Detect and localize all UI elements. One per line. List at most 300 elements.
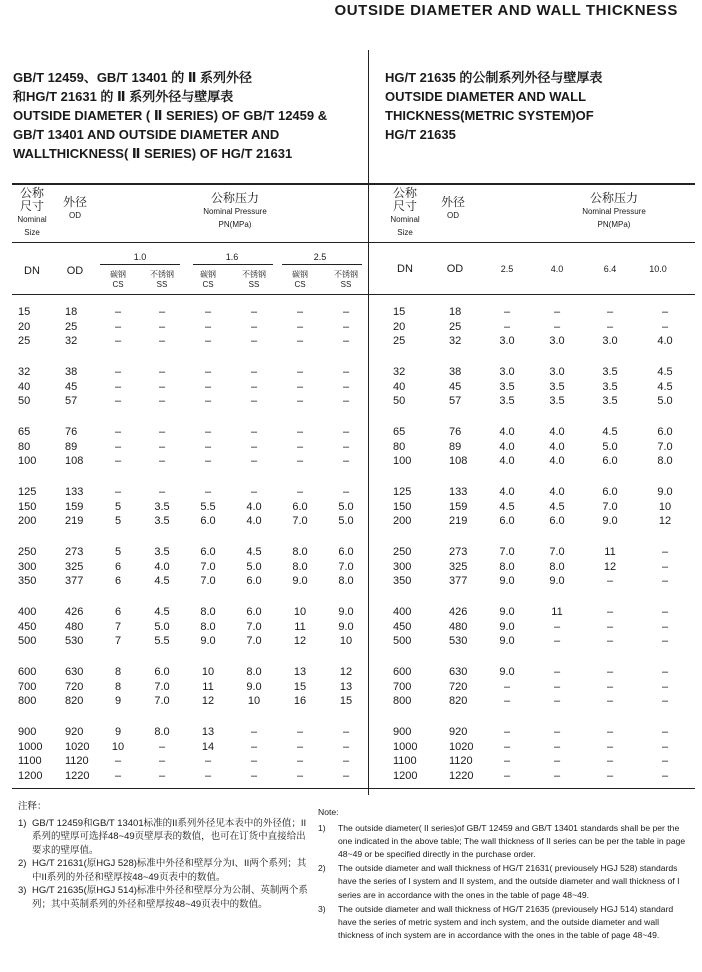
od-cell: 630 (449, 666, 468, 678)
thickness-cell: – (553, 769, 561, 782)
od-cell: 76 (65, 426, 78, 438)
thickness-cell: – (503, 755, 511, 767)
note-item (18, 817, 308, 858)
pressure-header (539, 192, 689, 231)
thickness-cell: 11 (551, 606, 563, 618)
thickness-cell: 3.5 (602, 380, 618, 393)
material-cn: 不锈钢 (242, 270, 266, 279)
thickness-cell: – (296, 455, 304, 467)
thickness-cell: – (158, 740, 166, 753)
od-cell: 820 (449, 695, 468, 707)
thickness-cell: – (296, 426, 304, 438)
thickness-cell: 9.0 (246, 680, 262, 693)
thickness-cell: 7.0 (549, 546, 565, 558)
nominal-size-cn: 公称 尺寸 (19, 186, 44, 213)
thickness-cell: – (158, 769, 166, 782)
thickness-cell: 6.0 (602, 486, 618, 498)
thickness-cell: – (114, 320, 122, 333)
table-row (0, 306, 368, 320)
thickness-cell: 7.0 (154, 695, 170, 707)
od-col-header: OD (66, 265, 84, 277)
heading-line: 和HG/T 21631 的 Ⅱ 系列外径与壁厚表 (13, 89, 234, 104)
thickness-cell: – (503, 726, 511, 738)
thickness-cell: 9 (114, 726, 122, 738)
header-top-rule (369, 183, 695, 185)
dn-cell: 900 (18, 726, 37, 738)
dn-cell: 20 (18, 320, 31, 333)
dn-cell: 25 (393, 335, 406, 347)
thickness-cell: 9.0 (499, 635, 515, 647)
table-row (369, 395, 702, 409)
thickness-cell: – (553, 635, 561, 647)
thickness-cell: 13 (339, 680, 353, 693)
od-cell: 530 (449, 635, 468, 647)
thickness-cell: 5 (114, 515, 122, 527)
note-text: HG/T 21635(原HGJ 514)标准中外径和壁厚分为公制、英制两个系列；其中英制系列的外径和壁厚按48~49页表中的数值。 (32, 885, 308, 910)
thickness-cell: 7 (114, 620, 122, 633)
thickness-cell: 5 (114, 546, 122, 558)
table-row (369, 726, 702, 740)
od-cell: 920 (449, 726, 468, 738)
thickness-cell: 5.0 (657, 395, 673, 407)
thickness-cell: – (114, 426, 122, 438)
notes-title: 注释： (18, 801, 47, 812)
od-cell: 1220 (449, 769, 474, 782)
od-cell: 273 (65, 546, 84, 558)
thickness-cell: – (296, 306, 304, 318)
thickness-cell: 5.0 (602, 440, 618, 453)
thickness-cell: 4.0 (499, 486, 515, 498)
od-cell: 325 (65, 560, 84, 573)
dn-cell: 80 (18, 440, 31, 453)
dn-cell: 65 (18, 426, 31, 438)
dn-cell: 80 (393, 440, 406, 453)
thickness-cell: – (296, 395, 304, 407)
od-cell: 530 (65, 635, 84, 647)
thickness-cell: 12 (658, 515, 672, 527)
heading-line: OUTSIDE DIAMETER ( Ⅱ SERIES) OF GB/T 12459 & (13, 108, 328, 123)
pressure-rule (193, 264, 273, 265)
thickness-cell: 4.5 (549, 500, 565, 513)
od-header (55, 196, 95, 222)
thickness-cell: 4.0 (246, 515, 262, 527)
thickness-cell: 4.0 (246, 500, 262, 513)
od-cell: 920 (65, 726, 84, 738)
note-number: 2) (318, 863, 326, 874)
thickness-cell: 4.0 (499, 440, 515, 453)
heading-line: GB/T 13401 AND OUTSIDE DIAMETER AND (13, 127, 280, 142)
pressure-header (160, 192, 310, 231)
od-cell: 377 (65, 575, 84, 587)
left-table (0, 0, 368, 800)
thickness-cell: 7.0 (200, 560, 216, 573)
dn-cell: 500 (18, 635, 37, 647)
thickness-cell: – (158, 426, 166, 438)
thickness-cell: – (342, 486, 350, 498)
thickness-cell: 7.0 (246, 635, 262, 647)
od-cell: 273 (449, 546, 468, 558)
thickness-cell: – (342, 769, 350, 782)
thickness-cell: 4.0 (154, 560, 170, 573)
dn-cell: 15 (393, 306, 406, 318)
thickness-cell: – (296, 486, 304, 498)
table-bottom-rule (369, 788, 695, 789)
pressure-header-en: Nominal Pressure PN(MPa) (582, 207, 646, 229)
od-header-cn: 外径 (440, 195, 465, 209)
thickness-cell: – (158, 320, 166, 333)
thickness-cell: 4.5 (602, 426, 618, 438)
table-row (369, 606, 702, 620)
thickness-cell: 4.0 (657, 335, 673, 347)
thickness-cell: – (606, 575, 614, 587)
pressure-value: 1.6 (225, 252, 239, 262)
thickness-cell: – (296, 755, 304, 767)
thickness-cell: – (661, 740, 669, 753)
note-item (318, 903, 692, 942)
thickness-cell: – (503, 769, 511, 782)
thickness-cell: 15 (339, 695, 353, 707)
thickness-cell: – (296, 740, 304, 753)
thickness-cell: – (114, 769, 122, 782)
dn-cell: 20 (393, 320, 406, 333)
thickness-cell: – (661, 666, 669, 678)
dn-cell: 40 (18, 380, 31, 393)
thickness-cell: 8.0 (338, 575, 354, 587)
od-cell: 32 (449, 335, 462, 347)
table-row (369, 681, 702, 695)
thickness-cell: – (250, 426, 258, 438)
thickness-cell: – (204, 486, 212, 498)
od-cell: 159 (449, 500, 468, 513)
thickness-cell: – (342, 740, 350, 753)
thickness-cell: 4.5 (657, 366, 673, 378)
thickness-cell: – (342, 380, 350, 393)
header-mid-rule (12, 242, 368, 243)
thickness-cell: – (503, 680, 511, 693)
pressure-value: 1.0 (133, 252, 147, 262)
thickness-cell: 7.0 (657, 440, 673, 453)
note-text: The outside diameter( II series)of GB/T 12459 and GB/T 13401 standards shall be per the one indicated in the above table; The wall thickness of II series can be per the table in page 48~49 or be specified directly in the purchase order. (338, 823, 686, 860)
table-row (0, 321, 368, 335)
od-cell: 1220 (65, 769, 90, 782)
thickness-cell: – (661, 320, 669, 333)
thickness-cell: 7.0 (200, 575, 216, 587)
thickness-cell: 13 (293, 666, 307, 678)
thickness-cell: – (342, 306, 350, 318)
material-en: SS (248, 280, 260, 289)
thickness-cell: 4.0 (499, 455, 515, 467)
material-cn: 碳钢 (292, 270, 308, 279)
thickness-cell: – (661, 680, 669, 693)
dn-cell: 40 (393, 380, 406, 393)
od-cell: 1020 (65, 740, 90, 753)
dn-cell: 800 (18, 695, 37, 707)
table-row (369, 561, 702, 575)
thickness-cell: – (158, 306, 166, 318)
thickness-cell: – (661, 769, 669, 782)
thickness-cell: – (342, 320, 350, 333)
od-cell: 630 (65, 666, 84, 678)
thickness-cell: – (114, 455, 122, 467)
thickness-cell: 7.0 (292, 515, 308, 527)
thickness-cell: – (204, 769, 212, 782)
thickness-cell: – (296, 440, 304, 453)
material-en: CS (294, 280, 306, 289)
od-cell: 133 (65, 486, 84, 498)
table-row (0, 426, 368, 440)
pressure-value: 2.5 (313, 252, 327, 262)
thickness-cell: – (606, 306, 614, 318)
thickness-cell: 3.5 (154, 546, 170, 558)
dn-cell: 250 (18, 546, 37, 558)
thickness-cell: – (342, 755, 350, 767)
heading-line: OUTSIDE DIAMETER AND WALL (385, 89, 587, 104)
dn-cell: 150 (18, 500, 37, 513)
thickness-cell: 8 (114, 666, 122, 678)
od-cell: 820 (65, 695, 84, 707)
thickness-cell: 4.0 (499, 426, 515, 438)
note-number: 1) (318, 823, 326, 834)
dn-cell: 700 (18, 680, 37, 693)
thickness-cell: 4.5 (657, 380, 673, 393)
table-row (0, 515, 368, 529)
pressure-value: 6.4 (603, 264, 617, 274)
dn-cell: 900 (393, 726, 412, 738)
thickness-cell: 5.0 (246, 560, 262, 573)
thickness-cell: 6.0 (499, 515, 515, 527)
table-row (0, 621, 368, 635)
thickness-cell: – (250, 755, 258, 767)
thickness-cell: 15 (293, 680, 307, 693)
note-text: HG/T 21631(原HGJ 528)标准中外径和壁厚分为I、II两个系列；其中II系列的外径和壁厚按48~49页表中的数值。 (32, 858, 307, 883)
thickness-cell: 7 (114, 635, 122, 647)
table-row (0, 695, 368, 709)
header-mid-rule (369, 242, 695, 243)
thickness-cell: – (553, 740, 561, 753)
thickness-cell: – (503, 320, 511, 333)
dn-cell: 125 (18, 486, 37, 498)
thickness-cell: – (661, 606, 669, 618)
dn-cell: 1200 (393, 769, 418, 782)
pressure-rule (282, 264, 362, 265)
thickness-cell: – (250, 440, 258, 453)
table-row (0, 770, 368, 784)
note-item (318, 862, 692, 901)
thickness-cell: 9.0 (499, 575, 515, 587)
thickness-cell: – (606, 666, 614, 678)
dn-cell: 450 (393, 620, 412, 633)
thickness-cell: – (114, 380, 122, 393)
thickness-cell: – (661, 726, 669, 738)
thickness-cell: 9.0 (499, 666, 515, 678)
thickness-cell: 9.0 (338, 606, 354, 618)
pressure-header-cn: 公称压力 (589, 191, 638, 205)
thickness-cell: – (114, 335, 122, 347)
thickness-cell: 8.0 (499, 560, 515, 573)
nominal-size-header (383, 187, 427, 239)
thickness-cell: 7.0 (338, 560, 354, 573)
thickness-cell: 7.0 (499, 546, 515, 558)
thickness-cell: 5.0 (338, 515, 354, 527)
note-text: The outside diameter and wall thickness of HG/T 21635 (previousely HGJ 514) standard have the series of metric system and inch system, and the outside diameter and wall thickness of inch system are in accordance with the ones in the table of page 48~49. (338, 903, 674, 940)
dn-cell: 200 (18, 515, 37, 527)
thickness-cell: – (553, 680, 561, 693)
od-cell: 25 (449, 320, 462, 333)
page-title: OUTSIDE DIAMETER AND WALL THICKNESS (334, 2, 678, 19)
thickness-cell: – (114, 486, 122, 498)
table-row (369, 741, 702, 755)
thickness-cell: – (250, 486, 258, 498)
table-row (369, 441, 702, 455)
thickness-cell: 9.0 (338, 620, 354, 633)
od-cell: 426 (65, 606, 84, 618)
table-row (369, 621, 702, 635)
od-cell: 108 (449, 455, 468, 467)
dn-cell: 1000 (393, 740, 418, 753)
od-cell: 159 (65, 500, 84, 513)
table-row (0, 546, 368, 560)
heading-line: THICKNESS(METRIC SYSTEM)OF (385, 108, 594, 123)
table-row (369, 635, 702, 649)
od-cell: 57 (449, 395, 462, 407)
dn-cell: 350 (18, 575, 37, 587)
dn-cell: 32 (18, 366, 31, 378)
thickness-cell: 6.0 (338, 546, 354, 558)
od-cell: 1120 (65, 755, 89, 767)
thickness-cell: 6 (114, 606, 122, 618)
thickness-cell: 4.0 (549, 440, 565, 453)
thickness-cell: 9.0 (499, 620, 515, 633)
thickness-cell: 6.0 (246, 606, 262, 618)
table-row (0, 635, 368, 649)
thickness-cell: 10 (293, 606, 307, 618)
thickness-cell: – (606, 740, 614, 753)
dn-cell: 400 (393, 606, 412, 618)
thickness-cell: 9.0 (200, 635, 216, 647)
thickness-cell: 11 (294, 620, 306, 633)
table-row (0, 366, 368, 380)
od-cell: 18 (449, 306, 462, 318)
thickness-cell: – (342, 366, 350, 378)
thickness-cell: 9.0 (499, 606, 515, 618)
material-en: CS (112, 280, 124, 289)
thickness-cell: – (250, 306, 258, 318)
pressure-value: 10.0 (649, 264, 667, 274)
thickness-cell: 5.5 (154, 635, 170, 647)
thickness-cell: 8.0 (549, 560, 565, 573)
od-cell: 426 (449, 606, 468, 618)
thickness-cell: – (250, 726, 258, 738)
thickness-cell: 3.5 (154, 500, 170, 513)
od-cell: 57 (65, 395, 78, 407)
dn-cell: 1100 (393, 755, 417, 767)
thickness-cell: 4.0 (549, 455, 565, 467)
nominal-size-header (12, 187, 52, 239)
table-row (369, 321, 702, 335)
od-cell: 45 (65, 380, 78, 393)
thickness-cell: 8.0 (200, 620, 216, 633)
notes-title: Note: (318, 807, 339, 817)
thickness-cell: – (158, 380, 166, 393)
od-cell: 1120 (449, 755, 473, 767)
material-en: SS (156, 280, 168, 289)
thickness-cell: 6.0 (200, 515, 216, 527)
od-cell: 89 (449, 440, 462, 453)
pressure-header-en: Nominal Pressure PN(MPa) (203, 207, 267, 229)
thickness-cell: – (342, 395, 350, 407)
thickness-cell: 8 (114, 680, 122, 693)
thickness-cell: – (606, 320, 614, 333)
thickness-cell: – (158, 486, 166, 498)
thickness-cell: 11 (202, 680, 214, 693)
thickness-cell: – (606, 606, 614, 618)
dn-cell: 600 (18, 666, 37, 678)
thickness-cell: 12 (339, 666, 353, 678)
note-text: The outside diameter and wall thickness of HG/T 21631( previousely HGJ 528) standards have the series of I system and II system, and the outside diameter and wall thickness of I series are in accordance with the ones in the table of page 48~49. (338, 863, 680, 900)
thickness-cell: – (204, 755, 212, 767)
thickness-cell: 12 (293, 635, 307, 647)
thickness-cell: 6.0 (549, 515, 565, 527)
table-row (369, 381, 702, 395)
left-notes (18, 800, 308, 911)
thickness-cell: 10 (658, 500, 672, 513)
thickness-cell: 9.0 (292, 575, 308, 587)
od-cell: 38 (449, 366, 462, 378)
thickness-cell: – (606, 620, 614, 633)
material-cn: 不锈钢 (334, 270, 358, 279)
od-cell: 45 (449, 380, 462, 393)
thickness-cell: – (204, 335, 212, 347)
thickness-cell: – (661, 306, 669, 318)
table-row (0, 755, 368, 769)
thickness-cell: 6.0 (657, 426, 673, 438)
table-row (0, 726, 368, 740)
material-cn: 碳钢 (200, 270, 216, 279)
od-cell: 480 (65, 620, 84, 633)
thickness-cell: – (296, 769, 304, 782)
thickness-cell: – (606, 769, 614, 782)
table-row (369, 575, 702, 589)
note-number: 3) (18, 885, 27, 896)
right-notes (318, 806, 692, 943)
thickness-cell: – (606, 755, 614, 767)
dn-cell: 150 (393, 500, 412, 513)
thickness-cell: – (342, 440, 350, 453)
nominal-size-en: Nominal Size (390, 215, 420, 237)
table-row (0, 381, 368, 395)
thickness-cell: 3.5 (499, 395, 515, 407)
thickness-cell: – (661, 755, 669, 767)
thickness-cell: – (250, 455, 258, 467)
od-cell: 133 (449, 486, 468, 498)
dn-header: DN (24, 265, 40, 277)
header-top-rule (12, 183, 368, 185)
thickness-cell: – (606, 680, 614, 693)
thickness-cell: – (250, 366, 258, 378)
dn-cell: 350 (393, 575, 412, 587)
note-text: GB/T 12459和GB/T 13401标准的II系列外径见本表中的外径值；II系列的壁厚可选择48~49页壁厚表的数值，也可在订货中直接给出要求的壁厚值。 (32, 817, 307, 856)
dn-cell: 800 (393, 695, 412, 707)
thickness-cell: – (553, 726, 561, 738)
dn-cell: 1200 (18, 769, 43, 782)
table-row (369, 546, 702, 560)
table-row (369, 366, 702, 380)
thickness-cell: – (114, 440, 122, 453)
table-row (0, 666, 368, 680)
header-bottom-rule (12, 294, 368, 295)
table-row (369, 695, 702, 709)
table-row (369, 335, 702, 349)
